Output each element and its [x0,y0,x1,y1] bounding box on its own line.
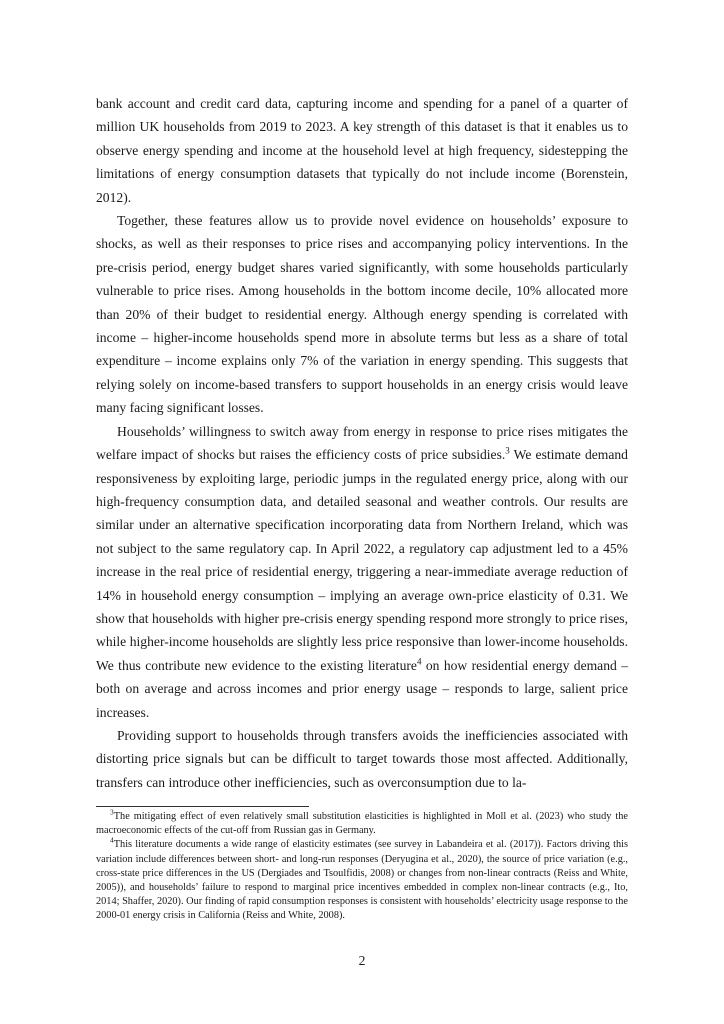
paragraph-text: on how residential energy demand – both on average and across incomes and prior energy usage – responds to large, salient price increases. [96,657,628,720]
paragraph-text: We estimate demand responsiveness by exploiting large, periodic jumps in the regulated energy price, along with our high-frequency consumption data, and detailed seasonal and weather controls. Our results are similar under an alternative specification incorporating data from Northern Ireland, which was not subject to the same regulatory cap. In April 2022, a regulatory cap adjustment led to a 45% increase in the real price of residential energy, triggering a near-immediate average reduction of 14% in household energy consumption – implying an average own-price elasticity of 0.31. We show that households with higher pre-crisis energy spending respond more strongly to price rises, while higher-income households are slightly less price responsive than lower-income households. We thus contribute new evidence to the existing literature [96,447,628,673]
footnote-mark: 4 [110,835,114,845]
main-text [96,92,628,794]
footnote-divider [96,806,309,807]
footnote-text: The mitigating effect of even relatively small substitution elasticities is highlighted in Moll et al. (2023) who study the macroeconomic effects of the cut-off from Russian gas in Germany. [96,811,628,837]
page-number: 2 [358,953,366,968]
footnote-reference[interactable]: 3 [505,445,510,456]
paragraph: Providing support to households through transfers avoids the inefficiencies associated with distorting price signals but can be difficult to target towards those most affected. Additionally, transfers can introduce other inefficiencies, such as overconsumption due to la- [96,727,628,790]
footnote [96,835,628,923]
paragraph-text: Households’ willingness to switch away from energy in response to price rises mitigates the welfare impact of shocks but raises the efficiency costs of price subsidies. [96,423,628,463]
footnote [96,807,628,838]
footnote-text: This literature documents a wide range of elasticity estimates (see survey in Labandeira et al. (2017)). Factors driving this variation include differences between short- and long-run responses (Deryugina et al., 2020), the source of price variation (e.g., cross-state price differences in the US (Dergiades and Tsoulfidis, 2008) or changes from non-linear contracts (Reiss and White, 2005)), and households’ failure to respond to marginal price incentives embedded in complex non-linear contracts (e.g., Ito, 2014; Shaffer, 2020). Our finding of rapid consumption responses is consistent with households’ electricity usage response to the 2000-01 energy crisis in California (Reiss and White, 2008). [96,839,628,922]
paragraph [96,420,628,724]
paragraph: bank account and credit card data, capturing income and spending for a panel of a quarter of million UK households from 2019 to 2023. A key strength of this dataset is that it enables us to observe energy spending and income at the household level at high frequency, sidestepping the limitations of energy consumption datasets that typically do not include income (Borenstein, 2012). [96,96,628,205]
footnotes [96,806,628,924]
paragraph: Together, these features allow us to provide novel evidence on households’ exposure to shocks, as well as their responses to price rises and accompanying policy interventions. In the pre-crisis period, energy budget shares varied significantly, with some households particularly vulnerable to price rises. Among households in the bottom income decile, 10% allocated more than 20% of their budget to residential energy. Although energy spending is correlated with income – higher-income households spend more in absolute terms but less as a share of total expenditure – income explains only 7% of the variation in energy spending. This suggests that relying solely on income-based transfers to support households in an energy crisis would leave many facing significant losses. [96,213,628,416]
footnote-reference[interactable]: 4 [416,656,422,667]
footnote-mark: 3 [110,807,114,817]
